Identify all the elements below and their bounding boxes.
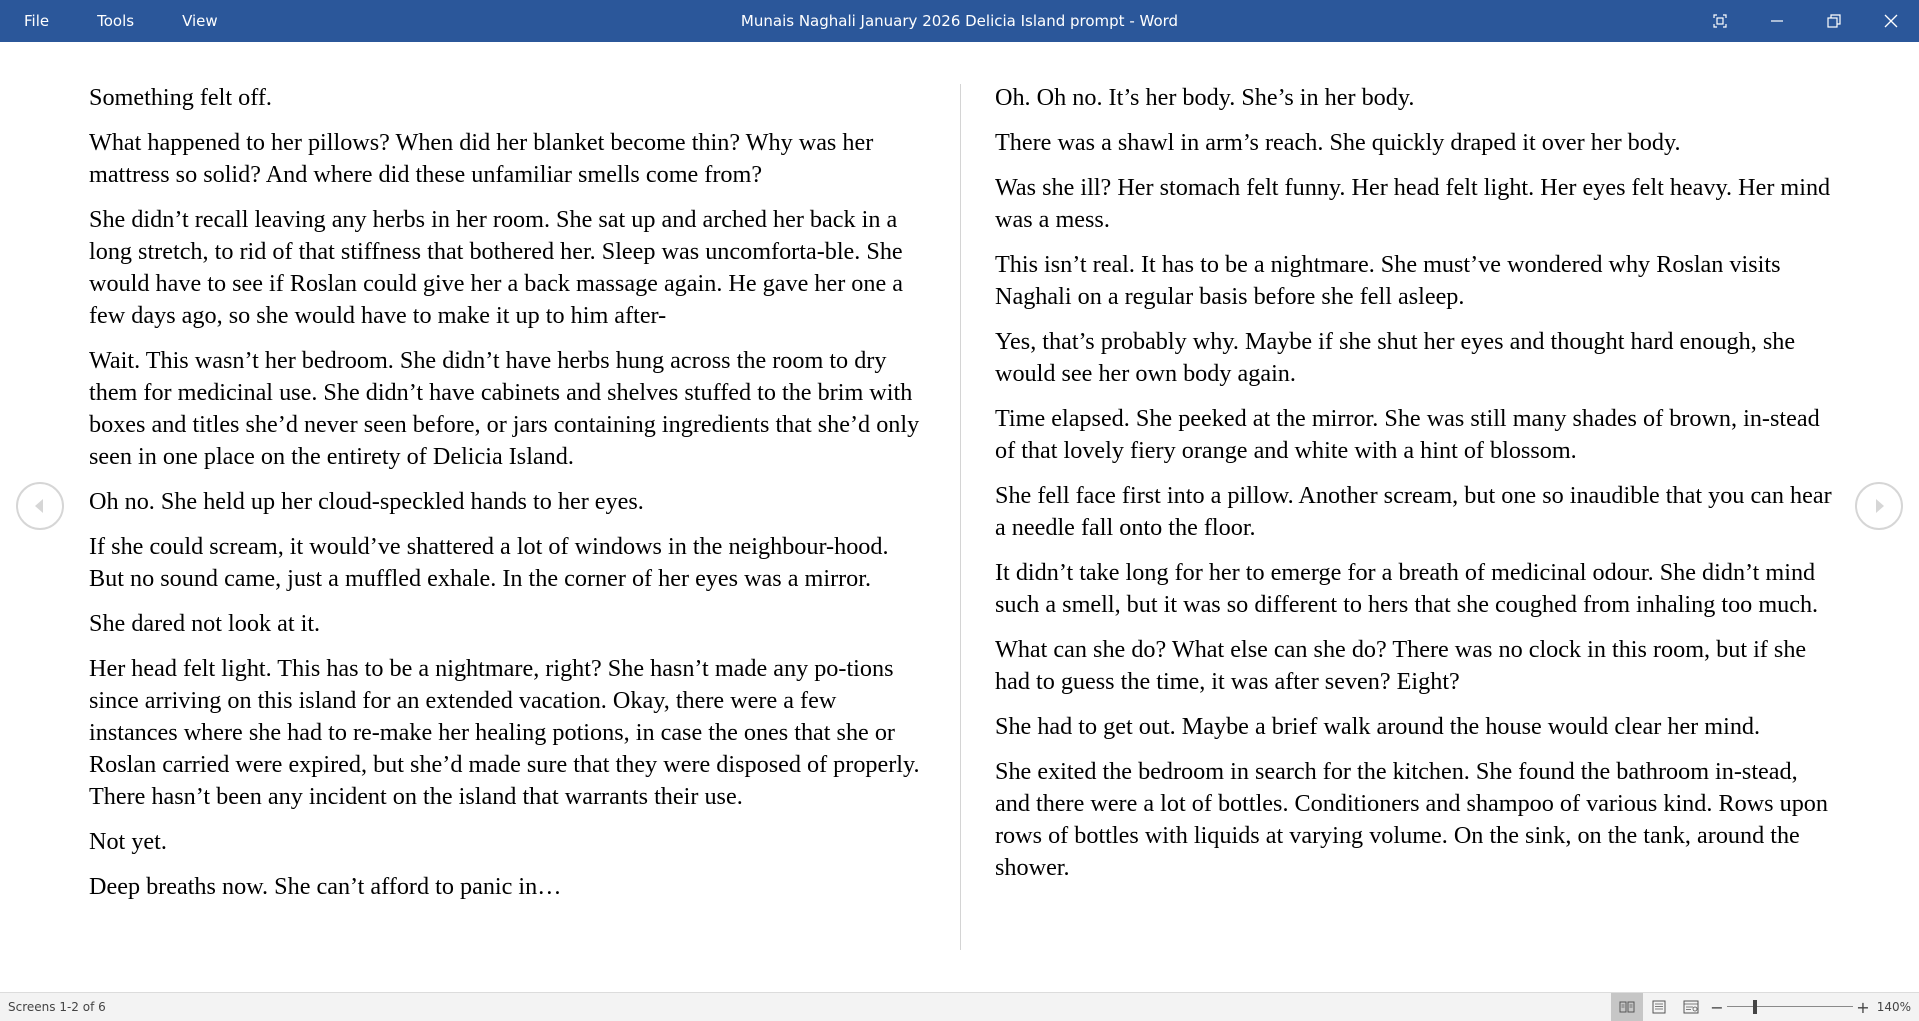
document-reader	[0, 42, 1919, 992]
paragraph: There was a shawl in arm’s reach. She quickly draped it over her body.	[995, 129, 1681, 156]
previous-screen-button[interactable]	[16, 482, 64, 530]
paragraph: Was she ill? Her stomach felt funny. Her head felt light. Her eyes felt heavy. Her mind was a mess.	[995, 174, 1831, 233]
zoom-out-button[interactable]: −	[1710, 997, 1724, 1017]
paragraph: Yes, that’s probably why. Maybe if she shut her eyes and thought hard enough, she would see her own body again.	[995, 328, 1796, 387]
paragraph: Time elapsed. She peeked at the mirror. She was still many shades of brown, in-stead of that lovely fiery orange and white with a hint of blossom.	[995, 405, 1820, 464]
paragraph: Oh. Oh no. It’s her body. She’s in her body.	[995, 84, 1415, 111]
window-title: Munais Naghali January 2026 Delicia Island prompt - Word	[740, 12, 1179, 30]
focus-mode-icon	[1712, 13, 1728, 29]
zoom-in-button[interactable]: +	[1856, 997, 1870, 1017]
paragraph: She fell face first into a pillow. Another scream, but one so inaudible that you can hear a needle fall onto the floor.	[995, 482, 1832, 541]
status-bar	[0, 992, 1919, 1021]
paragraph: It didn’t take long for her to emerge for a breath of medicinal odour. She didn’t mind such a smell, but it was so different to hers that she coughed from inhaling too much.	[995, 559, 1819, 618]
paragraph: She exited the bedroom in search for the kitchen. She found the bathroom in-stead, and there were a lot of bottles. Conditioners and shampoo of various kind. Rows upon rows of bottles with liquids at varying volume. On the sink, on the tank, around the shower.	[995, 758, 1828, 881]
paragraph: She dared not look at it.	[89, 610, 321, 637]
screen-counter: Screens 1-2 of 6	[8, 1000, 106, 1014]
paragraph: Her head felt light. This has to be a nightmare, right? She hasn’t made any po-tions since arriving on this island for an extended vacation. Okay, there were a few instances where she had to re-make her healing potions, in case the ones that she or Roslan carried were expired, but she’d made sure that they were disposed of properly. There hasn’t been any incident on the island that warrants their use.	[89, 655, 920, 810]
page-divider	[960, 84, 961, 950]
paragraph: Oh no. She held up her cloud-speckled hands to her eyes.	[89, 488, 644, 515]
paragraph: Deep breaths now. She can’t afford to panic in…	[89, 873, 562, 900]
status-controls	[1611, 993, 1919, 1021]
paragraph: What can she do? What else can she do? There was no clock in this room, but if she had to guess the time, it was after seven? Eight?	[995, 636, 1807, 695]
read-mode-button[interactable]	[1611, 993, 1643, 1021]
next-screen-button[interactable]	[1855, 482, 1903, 530]
paragraph: What happened to her pillows? When did her blanket become thin? Why was her mattress so solid? And where did these unfamiliar smells come from?	[89, 129, 874, 188]
web-layout-button[interactable]	[1675, 993, 1707, 1021]
chevron-right-icon	[1869, 496, 1889, 516]
close-button[interactable]	[1862, 0, 1919, 42]
menu-view[interactable]: View	[182, 12, 218, 30]
paragraph: Something felt off.	[89, 84, 272, 111]
zoom-level[interactable]: 140%	[1876, 1000, 1911, 1014]
menu-tools[interactable]: Tools	[97, 12, 135, 30]
zoom-slider-thumb[interactable]	[1753, 1000, 1757, 1014]
chevron-left-icon	[30, 496, 50, 516]
title-bar	[0, 0, 1919, 42]
window-controls	[1691, 0, 1919, 42]
print-layout-button[interactable]	[1643, 993, 1675, 1021]
web-layout-icon	[1683, 1000, 1699, 1014]
left-page	[89, 82, 929, 916]
restore-button[interactable]	[1805, 0, 1862, 42]
minimize-icon	[1769, 13, 1785, 29]
read-mode-icon	[1619, 1000, 1635, 1014]
restore-icon	[1826, 13, 1842, 29]
minimize-button[interactable]	[1748, 0, 1805, 42]
focus-mode-button[interactable]	[1691, 0, 1748, 42]
zoom-slider-track	[1727, 1006, 1853, 1007]
right-page	[995, 82, 1835, 897]
paragraph: This isn’t real. It has to be a nightmare. She must’ve wondered why Roslan visits Naghali on a regular basis before she fell asleep.	[995, 251, 1781, 310]
paragraph: She had to get out. Maybe a brief walk around the house would clear her mind.	[995, 713, 1761, 740]
close-icon	[1883, 13, 1899, 29]
menu-file[interactable]: File	[24, 12, 50, 30]
paragraph: If she could scream, it would’ve shattered a lot of windows in the neighbour-hood. But no sound came, just a muffled exhale. In the corner of her eyes was a mirror.	[89, 533, 889, 592]
paragraph: Wait. This wasn’t her bedroom. She didn’t have herbs hung across the room to dry them for medicinal use. She didn’t have cabinets and shelves stuffed to the brim with boxes and titles she’d never seen before, or jars containing ingredients that she’d only seen in one place on the entirety of Delicia Island.	[89, 347, 920, 470]
paragraph: She didn’t recall leaving any herbs in her room. She sat up and arched her back in a long stretch, to rid of that stiffness that bothered her. Sleep was uncomforta-ble. She would have to see if Roslan could give her a back massage again. He gave her one a few days ago, so she would have to make it up to him after-	[89, 206, 904, 329]
print-layout-icon	[1651, 1000, 1667, 1014]
menu-bar	[0, 0, 242, 42]
zoom-slider[interactable]	[1727, 993, 1853, 1021]
paragraph: Not yet.	[89, 828, 167, 855]
